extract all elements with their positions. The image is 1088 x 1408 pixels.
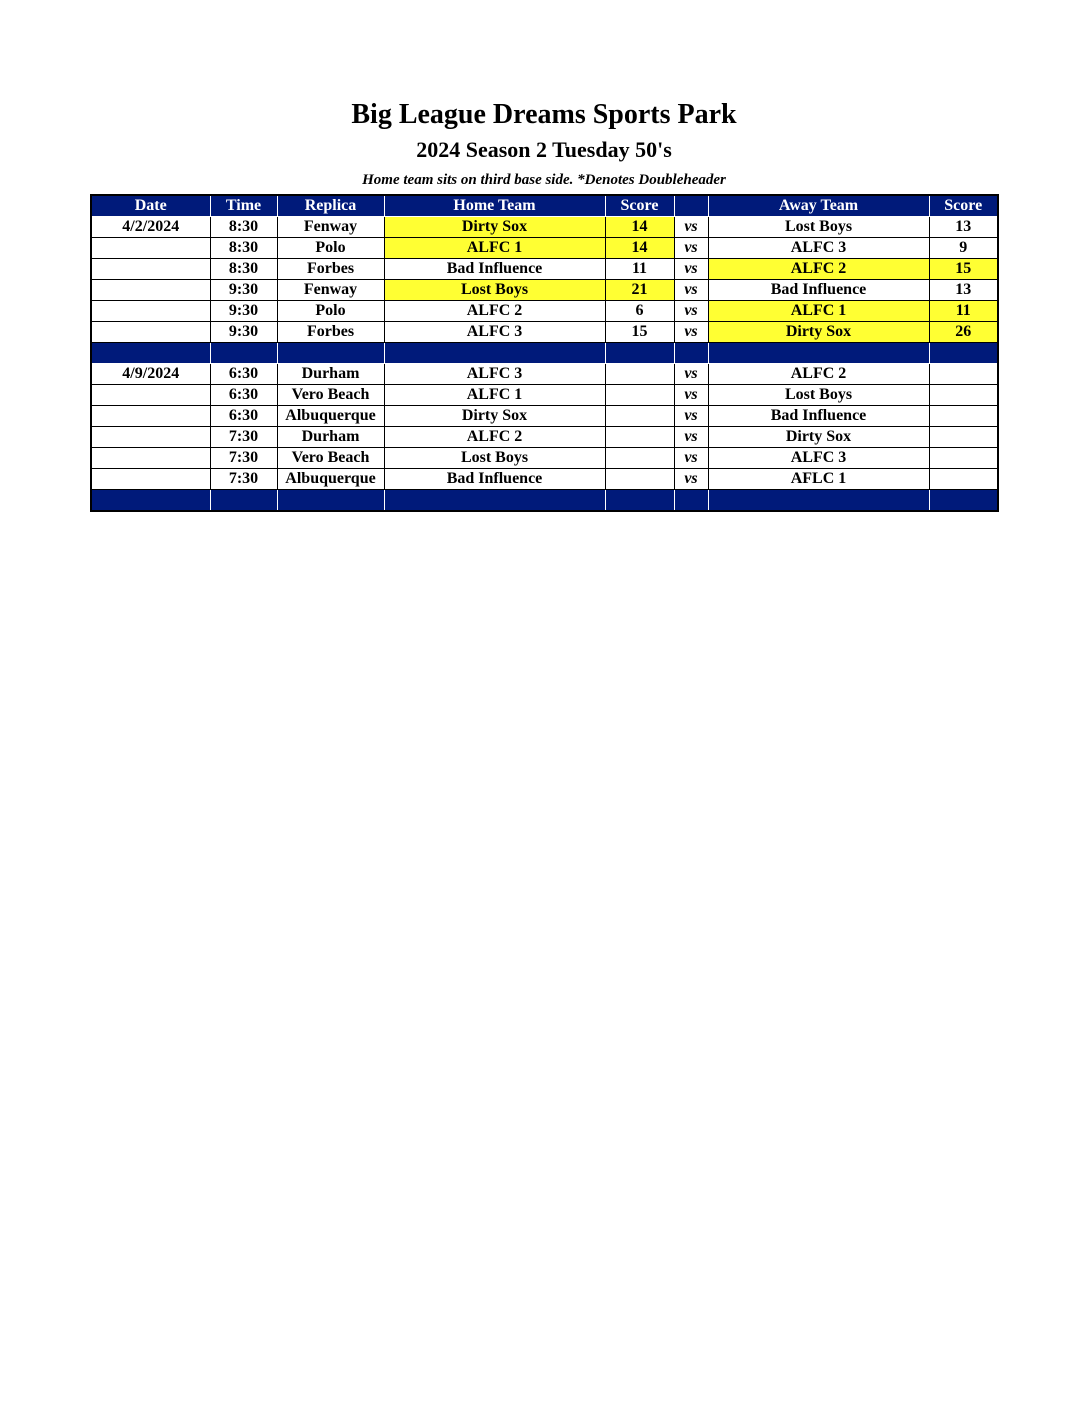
away-team: Dirty Sox bbox=[708, 427, 929, 448]
away-team: Bad Influence bbox=[708, 406, 929, 427]
game-field: Durham bbox=[277, 427, 384, 448]
col-home-score-header: Score bbox=[605, 195, 674, 217]
home-team: ALFC 2 bbox=[384, 427, 605, 448]
game-date bbox=[91, 448, 210, 469]
vs-label: vs bbox=[674, 385, 708, 406]
game-time: 6:30 bbox=[210, 364, 277, 385]
page-subtitle: 2024 Season 2 Tuesday 50's bbox=[416, 137, 672, 162]
away-team: Lost Boys bbox=[708, 217, 929, 238]
table-row bbox=[91, 406, 998, 427]
table-row bbox=[91, 469, 998, 490]
home-team: ALFC 2 bbox=[384, 301, 605, 322]
schedule-table bbox=[90, 194, 999, 512]
home-score bbox=[605, 406, 674, 427]
home-team: ALFC 1 bbox=[384, 238, 605, 259]
table-header-row bbox=[91, 195, 998, 217]
game-date bbox=[91, 238, 210, 259]
game-field: Vero Beach bbox=[277, 448, 384, 469]
table-row bbox=[91, 385, 998, 406]
away-team: ALFC 1 bbox=[708, 301, 929, 322]
away-team: AFLC 1 bbox=[708, 469, 929, 490]
col-time-header: Time bbox=[210, 195, 277, 217]
home-score: 11 bbox=[605, 259, 674, 280]
vs-label: vs bbox=[674, 406, 708, 427]
col-away-team-header: Away Team bbox=[708, 195, 929, 217]
game-field: Forbes bbox=[277, 259, 384, 280]
table-row bbox=[91, 238, 998, 259]
away-team: Bad Influence bbox=[708, 280, 929, 301]
game-field: Durham bbox=[277, 364, 384, 385]
vs-label: vs bbox=[674, 217, 708, 238]
vs-label: vs bbox=[674, 448, 708, 469]
table-row bbox=[91, 322, 998, 343]
col-replica-header: Replica bbox=[277, 195, 384, 217]
game-field: Fenway bbox=[277, 280, 384, 301]
game-time: 8:30 bbox=[210, 217, 277, 238]
week-separator-row bbox=[91, 343, 998, 364]
home-team: ALFC 1 bbox=[384, 385, 605, 406]
week-separator-row bbox=[91, 490, 998, 512]
vs-label: vs bbox=[674, 469, 708, 490]
vs-label: vs bbox=[674, 364, 708, 385]
home-team: ALFC 3 bbox=[384, 322, 605, 343]
game-time: 7:30 bbox=[210, 448, 277, 469]
game-date bbox=[91, 469, 210, 490]
vs-label: vs bbox=[674, 301, 708, 322]
table-row bbox=[91, 364, 998, 385]
home-score: 14 bbox=[605, 238, 674, 259]
game-time: 9:30 bbox=[210, 280, 277, 301]
vs-label: vs bbox=[674, 322, 708, 343]
home-team: Bad Influence bbox=[384, 259, 605, 280]
vs-label: vs bbox=[674, 259, 708, 280]
home-score: 6 bbox=[605, 301, 674, 322]
home-score bbox=[605, 469, 674, 490]
away-score bbox=[929, 469, 998, 490]
table-row bbox=[91, 427, 998, 448]
col-away-score-header: Score bbox=[929, 195, 998, 217]
vs-label: vs bbox=[674, 238, 708, 259]
game-date bbox=[91, 385, 210, 406]
page-title: Big League Dreams Sports Park bbox=[351, 99, 737, 130]
away-score bbox=[929, 364, 998, 385]
away-score bbox=[929, 406, 998, 427]
away-team: ALFC 2 bbox=[708, 259, 929, 280]
game-date: 4/9/2024 bbox=[91, 364, 210, 385]
game-time: 9:30 bbox=[210, 322, 277, 343]
game-date bbox=[91, 259, 210, 280]
home-team: Lost Boys bbox=[384, 448, 605, 469]
away-score: 26 bbox=[929, 322, 998, 343]
home-team: Dirty Sox bbox=[384, 406, 605, 427]
game-date bbox=[91, 301, 210, 322]
table-row bbox=[91, 301, 998, 322]
home-score bbox=[605, 427, 674, 448]
game-time: 6:30 bbox=[210, 385, 277, 406]
away-team: Lost Boys bbox=[708, 385, 929, 406]
game-time: 9:30 bbox=[210, 301, 277, 322]
home-team: Lost Boys bbox=[384, 280, 605, 301]
away-score: 9 bbox=[929, 238, 998, 259]
schedule-note: Home team sits on third base side. *Denotes Doubleheader bbox=[362, 172, 726, 188]
col-vs-header bbox=[674, 195, 708, 217]
game-field: Polo bbox=[277, 238, 384, 259]
away-team: ALFC 3 bbox=[708, 448, 929, 469]
away-team: ALFC 3 bbox=[708, 238, 929, 259]
home-team: Dirty Sox bbox=[384, 217, 605, 238]
home-score bbox=[605, 385, 674, 406]
away-score: 13 bbox=[929, 217, 998, 238]
game-date bbox=[91, 427, 210, 448]
table-row bbox=[91, 280, 998, 301]
home-team: Bad Influence bbox=[384, 469, 605, 490]
game-field: Fenway bbox=[277, 217, 384, 238]
vs-label: vs bbox=[674, 280, 708, 301]
game-date bbox=[91, 280, 210, 301]
game-field: Vero Beach bbox=[277, 385, 384, 406]
table-row bbox=[91, 259, 998, 280]
game-field: Polo bbox=[277, 301, 384, 322]
table-row bbox=[91, 217, 998, 238]
away-score: 15 bbox=[929, 259, 998, 280]
table-row bbox=[91, 448, 998, 469]
home-score: 15 bbox=[605, 322, 674, 343]
vs-label: vs bbox=[674, 427, 708, 448]
game-time: 8:30 bbox=[210, 238, 277, 259]
game-field: Forbes bbox=[277, 322, 384, 343]
game-time: 7:30 bbox=[210, 469, 277, 490]
game-time: 7:30 bbox=[210, 427, 277, 448]
game-date bbox=[91, 322, 210, 343]
away-team: Dirty Sox bbox=[708, 322, 929, 343]
away-team: ALFC 2 bbox=[708, 364, 929, 385]
game-field: Albuquerque bbox=[277, 469, 384, 490]
game-time: 8:30 bbox=[210, 259, 277, 280]
game-field: Albuquerque bbox=[277, 406, 384, 427]
game-date bbox=[91, 406, 210, 427]
col-date-header: Date bbox=[91, 195, 210, 217]
game-time: 6:30 bbox=[210, 406, 277, 427]
away-score: 11 bbox=[929, 301, 998, 322]
col-home-team-header: Home Team bbox=[384, 195, 605, 217]
home-score: 14 bbox=[605, 217, 674, 238]
away-score bbox=[929, 385, 998, 406]
home-score: 21 bbox=[605, 280, 674, 301]
home-score bbox=[605, 364, 674, 385]
away-score bbox=[929, 448, 998, 469]
home-team: ALFC 3 bbox=[384, 364, 605, 385]
game-date: 4/2/2024 bbox=[91, 217, 210, 238]
home-score bbox=[605, 448, 674, 469]
away-score: 13 bbox=[929, 280, 998, 301]
away-score bbox=[929, 427, 998, 448]
